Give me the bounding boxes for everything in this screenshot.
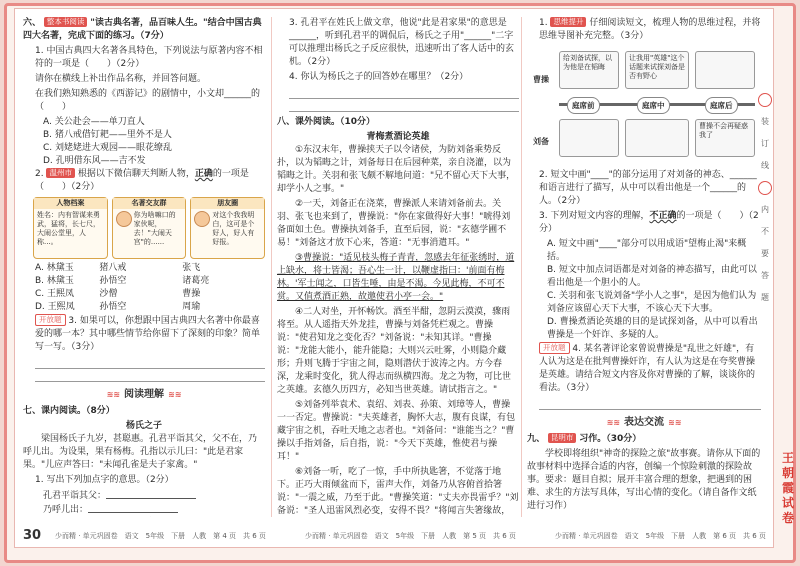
q6-s2: 2. 温州市 根据以下微信聊天判断人物，正确的一项是（ ）（2分） — [35, 168, 249, 192]
q8-number: 八、课外阅读。（10分） — [277, 117, 376, 127]
card-profile — [33, 197, 108, 259]
card-title: 人物档案 — [34, 198, 107, 209]
q7-s1-a[interactable] — [23, 489, 265, 503]
card-body: 你为啥嘛口的家伙呢，去！"大闹天宫"的...... — [133, 211, 176, 246]
q6-header — [23, 17, 265, 43]
q8-s3-options — [527, 238, 761, 342]
q8-s1-tag: 思维提升 — [550, 17, 586, 27]
stage-after: 庭席后 — [705, 97, 738, 114]
margin-char: 内 — [761, 205, 769, 214]
option-cell: 周瑜 — [182, 302, 201, 312]
q8-s4 — [527, 342, 761, 395]
bubble-liu-1-blank[interactable] — [559, 119, 619, 157]
q7-passage-title: 杨氏之子 — [125, 421, 162, 431]
q6-s2-emphasis: 正确 — [194, 169, 213, 179]
q9-number: 九、 — [527, 434, 546, 444]
q7-s4: 4. 你认为杨氏之子的回答妙在哪里？（2分） — [289, 72, 469, 82]
margin-char: 题 — [761, 293, 769, 302]
q8-s3-text: 3. 下列对短文内容的理解， — [539, 211, 650, 221]
answer-lines[interactable] — [289, 86, 519, 112]
option-d: D. 曹操煮酒论英雄的目的是试探刘备，从中可以看出曹操是一个奸诈、多疑的人。 — [547, 317, 758, 340]
column-middle — [277, 17, 519, 517]
q7-passage: 梁国杨氏子九岁，甚聪惠。孔君平诣其父，父不在，乃呼儿出。为设果，果有杨梅。孔指以示儿曰："此是君家果。"儿应声答曰："未闻孔雀是夫子家禽。" — [23, 434, 258, 470]
q7-s1-b-label: 乃呼儿出： — [43, 505, 89, 515]
mind-map — [527, 47, 761, 165]
node-liubei: 刘备 — [533, 137, 549, 146]
q6-tag: 整本书阅读 — [44, 17, 88, 27]
card-title: 朋友圈 — [191, 198, 264, 209]
q6-s1-options — [23, 116, 265, 168]
q7-s1-b[interactable] — [23, 503, 265, 517]
column-right — [527, 17, 761, 517]
binding-hole-icon — [758, 181, 772, 195]
option-cell: 孙悟空 — [99, 276, 127, 286]
avatar — [116, 211, 132, 227]
q6-s3 — [23, 314, 265, 354]
card-body: 姓名：内有智谋来勇武，猛将，长七尺，大闹公堂里，人称...。 — [37, 211, 100, 246]
q6-s1: 1. 中国古典四大名著各具特色，下列说法与原著内容不相符的一项是（ ）（2分） — [35, 46, 263, 69]
footer-right: 少而精 · 单元巩固卷 语文 5年级 下册 人教 第 6 页 共 6 页 — [555, 532, 766, 540]
option-cell: 猪八戒 — [99, 263, 127, 273]
option-cell: 曹操 — [182, 289, 201, 299]
page-number: 30 — [23, 528, 42, 543]
card-title: 名著交友群 — [113, 198, 186, 209]
card-body: 对这个我我明白，这可是个好人，好人有好报。 — [212, 211, 255, 246]
q6-number: 六、 — [23, 18, 42, 28]
q8-passage-title: 青梅煮酒论英雄 — [366, 132, 430, 142]
option-a: A. 关公赴会——单刀直人 — [43, 117, 145, 127]
column-left — [23, 17, 265, 517]
q8-s4-tag: 开放题 — [539, 342, 570, 354]
option-cell: C. 王熙凤 — [35, 289, 75, 299]
binding-hole-icon — [758, 93, 772, 107]
q6-s2-tag: 温州市 — [46, 168, 75, 178]
q8-s1: 1. 思维提升 仔细阅读短文，梳理人物的思维过程，并将思维导图补充完整。（3分） — [539, 17, 761, 41]
bubble-cao-3-blank[interactable] — [695, 51, 755, 89]
option-d: D. 孔明借东风——吉不发 — [43, 156, 146, 166]
q6-text: "读古典名著，品百味人生。"结合中国古典四大名著，完成下面的练习。（7分） — [23, 18, 262, 41]
q6-s3-text: 3. 如果可以，你想跟中国古典四大名著中你最喜爱的哪一本？其中哪些情节给你留下了深刻的印象？简单写一写。（3分） — [35, 316, 261, 352]
q6-s1-line: 请你在横线上补出作品名称，并回答问题。 — [35, 74, 207, 84]
stage-before: 庭席前 — [567, 97, 600, 114]
margin-char: 订 — [761, 139, 769, 148]
option-cell: D. 王熙凤 — [35, 302, 75, 312]
binding-margin — [757, 89, 773, 309]
wechat-cards — [33, 197, 265, 259]
q8-s3-end: 的一项是（ ）（2分） — [539, 211, 759, 234]
answer-lines[interactable] — [539, 397, 761, 410]
q7-s3: 3. 孔君平在姓氏上做文章，他说"此是君家果"的意思是______，听到孔君平的调侃后，杨氏之子用"______"二字可以推理出杨氏之子反应很快，迅速听出了客人话中的玄机。（2分） — [289, 18, 515, 67]
bubble-cao-2: 让我用"英雄"这个话题来试探刘备是否有野心 — [625, 51, 689, 89]
stage-during: 庭席中 — [637, 97, 670, 114]
q8-s3 — [527, 210, 761, 236]
margin-char: 装 — [761, 117, 769, 126]
q7-s1-a-label: 孔君平诣其父： — [43, 491, 107, 501]
option-cell: 孙悟空 — [99, 302, 127, 312]
q6-s1-note: 在我们熟知熟悉的《西游记》的剧情中，小文却______的（ ） — [35, 89, 261, 112]
section-title-text: 阅读理解 — [124, 389, 164, 400]
option-cell: 诸葛亮 — [182, 276, 210, 286]
card-group — [112, 197, 187, 259]
option-b: B. 短文中加点词语都是对刘备的神态描写，由此可以看出他是一个胆小的人。 — [547, 265, 757, 288]
column-divider — [271, 17, 272, 517]
q9-tag: 昆明市 — [548, 433, 577, 443]
passage-paragraph: ⑤刘备列举袁术、袁绍、刘表、孙策、刘璋等人，曹操一一否定。曹操说："夫英雄者，胸怀大志，腹有良谋，有包藏宇宙之机，吞吐天地之志者也。"刘备问："谁能当之？"曹操以手指刘备，后自指，说："今天下英雄，惟使君与操耳！" — [277, 400, 516, 462]
q8-s3-emphasis: 不正确 — [649, 211, 677, 221]
card-moments — [190, 197, 265, 259]
q7-number: 七、课内阅读。（8分） — [23, 406, 115, 416]
option-c: C. 关羽和张飞说刘备"学小人之事"，是因为他们认为刘备应该留心天下大事，不该心天下大事。 — [547, 291, 757, 314]
brand-logo: 王朝霞试卷 — [781, 451, 794, 525]
q7-s1: 1. 写出下列加点字的意思。（2分） — [35, 475, 174, 485]
q8-s4-text: 4. 某名著评论家曾说曹操是"乱世之奸雄"，有人认为这是在批判曹操奸诈，有人认为这是在夸奖曹操是英雄。请结合短文内容及你对曹操的了解，谈谈你的看法。（3分） — [539, 344, 756, 393]
section-title-reading: ≋≋ 阅读理解 ≋≋ — [106, 389, 182, 400]
bubble-liu-3: 曹操不会再疑惑我了 — [695, 119, 755, 157]
option-cell: 张飞 — [182, 263, 201, 273]
section-title-text: 表达交流 — [624, 417, 664, 428]
q8-s1-text: 仔细阅读短文，梳理人物的思维过程，并将思维导图补充完整。（3分） — [539, 18, 761, 41]
margin-char: 要 — [761, 249, 769, 258]
q6-s2-options — [23, 262, 265, 314]
q9-text: 习作。（30分） — [579, 434, 642, 444]
node-caocao: 曹操 — [533, 75, 549, 84]
section-title-writing: ≋≋ 表达交流 ≋≋ — [606, 417, 682, 428]
option-c: C. 刘姥姥进大观园——眼花缭乱 — [43, 143, 173, 153]
option-cell: B. 林黛玉 — [35, 276, 74, 286]
q9-header — [527, 433, 761, 446]
margin-char: 不 — [761, 227, 769, 236]
option-cell: 沙僧 — [99, 289, 118, 299]
q8-s2: 2. 短文中画"____"的部分运用了对刘备的神态、______和语言进行了描写，从中可以看出他是一个______的人。（2分） — [539, 170, 757, 206]
bubble-cao-1: 给刘备试探，以为他是在韬晦 — [559, 51, 619, 89]
margin-char: 答 — [761, 271, 769, 280]
passage-paragraph: ①东汉末年，曹操挟天子以令诸侯，为防刘备乘势反扑，以为韬晦之计，刘备每日在后园种菜，亲自浇灌，以为韬晦之计。关羽和张飞颇不解地问道："兄不留心天下大事，却学小人之事。" — [277, 145, 516, 194]
option-a: A. 短文中画"____"部分可以用成语"望梅止渴"来概括。 — [547, 239, 747, 262]
passage-paragraph: ③曹操说："适见枝头梅子青青，忽感去年征张绣时，道上缺水，将士皆渴；吾心生一计，以鞭虚指曰：'前面有梅林。'军士闻之，口皆生唾，由是不渴。今见此梅，不可不赏。又值煮酒正熟，故邀使君小亭一会。" — [277, 253, 515, 302]
option-cell: A. 林黛玉 — [35, 263, 74, 273]
q6-s2-text: 根据以下微信聊天判断人物， — [77, 169, 195, 179]
q6-s2-end: 的一项是（ ）（2分） — [35, 169, 249, 192]
margin-char: 线 — [761, 161, 769, 170]
bubble-liu-2-blank[interactable] — [625, 119, 689, 157]
footer-left: 少而精 · 单元巩固卷 语文 5年级 下册 人教 第 4 页 共 6 页 — [55, 532, 266, 540]
q9-instructions: 学校即将组织"神奇的探险之旅"故事赛。请你从下面的故事材料中选择合适的内容，创编一个惊险刺激的探险故事。要求：题目自拟；展开丰富合理的想象，把遇到的困难、求生的方法写具体，写出心情的变化。（请自备作文纸进行习作） — [527, 449, 761, 511]
footer-middle: 少而精 · 单元巩固卷 语文 5年级 下册 人教 第 5 页 共 6 页 — [305, 532, 516, 540]
answer-lines[interactable] — [35, 356, 265, 382]
column-divider — [521, 17, 522, 517]
exam-sheet — [14, 8, 774, 548]
passage-paragraph: ②一天，刘备正在浇菜，曹操派人来请刘备前去。关羽、张飞也来到了，曹操说："你在家做得好大事！"唬得刘备面如土色。曹操执刘备手，直至后园，说："玄德学圃不易！"刘备这才放下心来，答道："无事消遣耳。" — [277, 199, 511, 248]
q6-s3-tag: 开放题 — [35, 314, 66, 326]
avatar — [194, 211, 210, 227]
passage-paragraph: ⑥刘备一听，吃了一惊，手中所执匙箸，不觉落于地下。正巧大雨倾盆而下，雷声大作，刘备乃从容俯首拾箸说："一震之威，乃至于此。"曹操笑道："丈夫亦畏雷乎？"刘备说："圣人迅雷风烈必变，安得不畏？"将闻言失箸缘故， — [277, 467, 519, 516]
passage-paragraph: ④二人对坐，开怀畅饮。酒至半酣，忽阴云漠漠，骤雨将至。从人遥指天外龙挂，曹操与刘备凭栏观之。曹操说："使君知龙之变化否？"刘备说："未知其详。"曹操说："龙能大能小，能升能隐；大则兴云吐雾，小则隐介藏形；升则飞腾于宇宙之间，隐则潜伏于波涛之内。方今春深，龙乘时变化，犹人得志而纵横四海。龙之为物，可比世之英雄。玄德久历四方，必知当世英雄。请试指言之。" — [277, 307, 512, 395]
option-b: B. 猪八戒借钉耙——里外不是人 — [43, 130, 172, 140]
